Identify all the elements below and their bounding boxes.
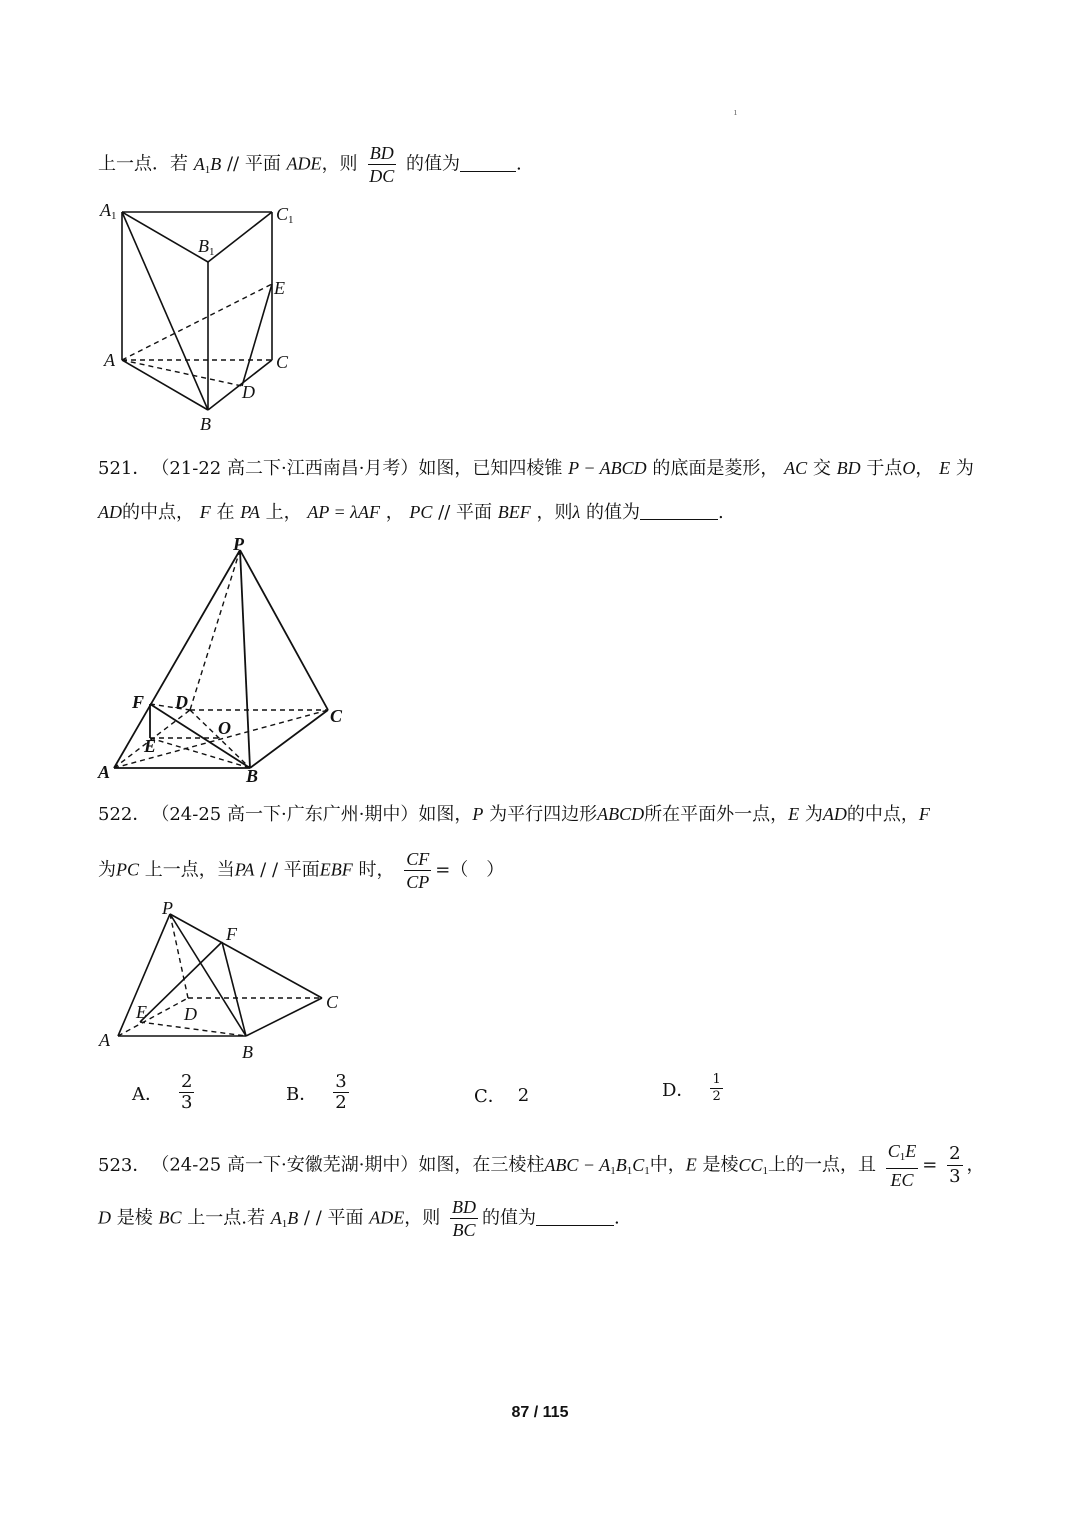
- label-f: F: [132, 692, 145, 712]
- label-b: B: [246, 766, 259, 786]
- option-a[interactable]: A． $\frac{2}{3}$: [132, 1071, 193, 1113]
- q523-line2: D 是棱 BC 上一点.若 $A_1B$ / / 平面 ADE，则 $\frac{BD}{BC}$ 的值为 .: [98, 1197, 620, 1240]
- option-d[interactable]: D． $\frac{1}{2}$: [662, 1072, 721, 1104]
- label-c: C: [330, 706, 343, 726]
- label-a1: A1: [100, 200, 117, 222]
- label-p: P: [162, 898, 173, 918]
- label-o: O: [218, 718, 231, 738]
- q520-line: 上一点．若 $A_1B$ // 平面 ADE，则 $\frac{BD}{DC}$ 的值为 .: [98, 143, 522, 186]
- text: // 平面: [226, 153, 281, 175]
- prism-name: ABC − $A_1B_1C_1$: [544, 1154, 650, 1177]
- q523-line1: 523． （24-25 高一下·安徽芜湖·期中）如图，在三棱柱ABC − $A_1B_1C_1$中，E 是棱$CC_1$上的一点，且 $\frac{C_1E}{EC}$ = $\frac{2}{3}$ ，: [98, 1141, 985, 1190]
- label-d: D: [242, 382, 255, 402]
- question-source: （24-25 高一下·广东广州·期中）: [160, 804, 419, 825]
- label-a: A: [99, 1030, 110, 1050]
- text: 的值为: [406, 153, 461, 175]
- figure-parallelogram-pyramid: [96, 896, 356, 1066]
- q522-line2: 为PC 上一点，当PA / / 平面EBF 时， $\frac{CF}{CP}$ =（ ）: [98, 849, 505, 892]
- question-number: 521．: [98, 458, 151, 479]
- option-c[interactable]: C． 2: [474, 1084, 530, 1107]
- label-b1: B1: [198, 236, 215, 258]
- text: 上一点．若: [98, 153, 188, 175]
- label-e: E: [136, 1002, 147, 1022]
- q521-line2: AD的中点， F 在 PA 上， AP = λAF ， PC // 平面 BEF ，则λ 的值为 .: [98, 498, 724, 527]
- label-f: F: [226, 924, 237, 944]
- label-a: A: [98, 762, 111, 782]
- question-number: 522．: [98, 804, 151, 825]
- page-number: 87 / 115: [511, 1404, 569, 1421]
- figure-prism: [96, 196, 316, 436]
- q521-line1: 521． （21-22 高二下·江西南昌·月考）如图，已知四棱锥 P − ABCD 的底面是菱形， AC 交 BD 于点O， E 为: [98, 458, 974, 479]
- segment-a1b: $A_1B$: [193, 153, 222, 176]
- fraction: $\frac{CF}{CP}$: [406, 849, 430, 892]
- label-b: B: [242, 1042, 253, 1062]
- option-b[interactable]: B． $\frac{3}{2}$: [286, 1071, 347, 1113]
- fraction: $\frac{BD}{BC}$: [451, 1197, 476, 1240]
- fraction: $\frac{BD}{DC}$: [369, 143, 395, 186]
- answer-blank: [640, 499, 718, 520]
- q522-line1: 522． （24-25 高一下·广东广州·期中）如图，P 为平行四边形ABCD所在平面外一点，E 为AD的中点，F: [98, 804, 930, 825]
- label-b: B: [200, 414, 211, 434]
- label-c1: C1: [276, 204, 294, 226]
- fraction: $\frac{2}{3}$: [949, 1143, 961, 1187]
- figure-pyramid: [96, 536, 356, 786]
- question-number: 523．: [98, 1154, 151, 1176]
- answer-blank: [536, 1205, 614, 1226]
- label-e: E: [274, 278, 285, 298]
- pyramid-name: P − ABCD: [568, 458, 647, 478]
- label-d: D: [184, 1004, 197, 1024]
- label-c: C: [276, 352, 289, 372]
- label-d: D: [175, 692, 188, 712]
- label-e: E: [144, 736, 157, 756]
- answer-blank: [460, 151, 516, 172]
- question-source: （24-25 高一下·安徽芜湖·期中）: [160, 1154, 419, 1176]
- label-p: P: [233, 536, 244, 554]
- question-source: （21-22 高二下·江西南昌·月考）: [160, 458, 419, 479]
- text: ，则: [321, 153, 358, 175]
- label-a: A: [104, 350, 115, 370]
- fraction: $\frac{C_1E}{EC}$: [887, 1141, 917, 1190]
- page-mark: ı: [734, 108, 737, 118]
- plane-name: ADE: [286, 153, 322, 174]
- label-c: C: [326, 992, 339, 1012]
